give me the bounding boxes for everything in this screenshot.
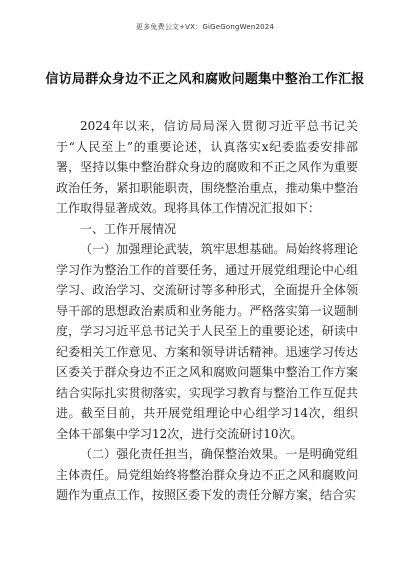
header-note: 更多免费公文+VX：GiGeGongWen2024 xyxy=(135,23,275,31)
item-lead-2: （二）强化责任担当，确保整治效果。 xyxy=(80,447,286,461)
item-body-1: 局始终将理论学习作为整治工作的首要任务，通过开展党组理论中心组学习、政治学习、交流研讨等多种形式，全面提升全体领导干部的思想政治素质和业务能力。严格落实第一议题制度，学习习近平总书记关于人民至上的重要论述，研读中纪委相关工作意见、方案和领导讲话精神。迅速学习传达区委关于群众身边不正之风和腐败问题集中整治工作方案结合实际扎实贯彻落实，实现学习教育与整治工作互促共进。截至目前，共开展党组理论中心组学习14次，组织全体干部集中学习12次，进行交流研讨10次。 xyxy=(56,242,358,441)
document-title: 信访局群众身边不正之风和腐败问题集中整治工作汇报 xyxy=(45,72,365,87)
section-heading: 一、工作开展情况 xyxy=(80,221,177,236)
item-body-2: 一是明确党组主体责任。局党组始终将整治群众身边不正之风和腐败问题作为重点工作，按照区委下发的责任分解方案，结合实 xyxy=(56,447,358,502)
item-paragraph-2 xyxy=(56,444,358,506)
document-body xyxy=(56,116,358,506)
item-paragraph-1 xyxy=(56,239,358,444)
intro-paragraph: 2024年以来，信访局局深入贯彻习近平总书记关于“人民至上”的重要论述，认真落实x纪委监委安排部署，坚持以集中整治群众身边的腐败和不正之风作为重要政治任务，紧扣职能职责，围绕整治重点，推动集中整治工作取得显著成效。现将具体工作情况汇报如下： xyxy=(56,119,358,215)
item-lead-1: （一）加强理论武装，筑牢思想基础。 xyxy=(80,242,286,256)
